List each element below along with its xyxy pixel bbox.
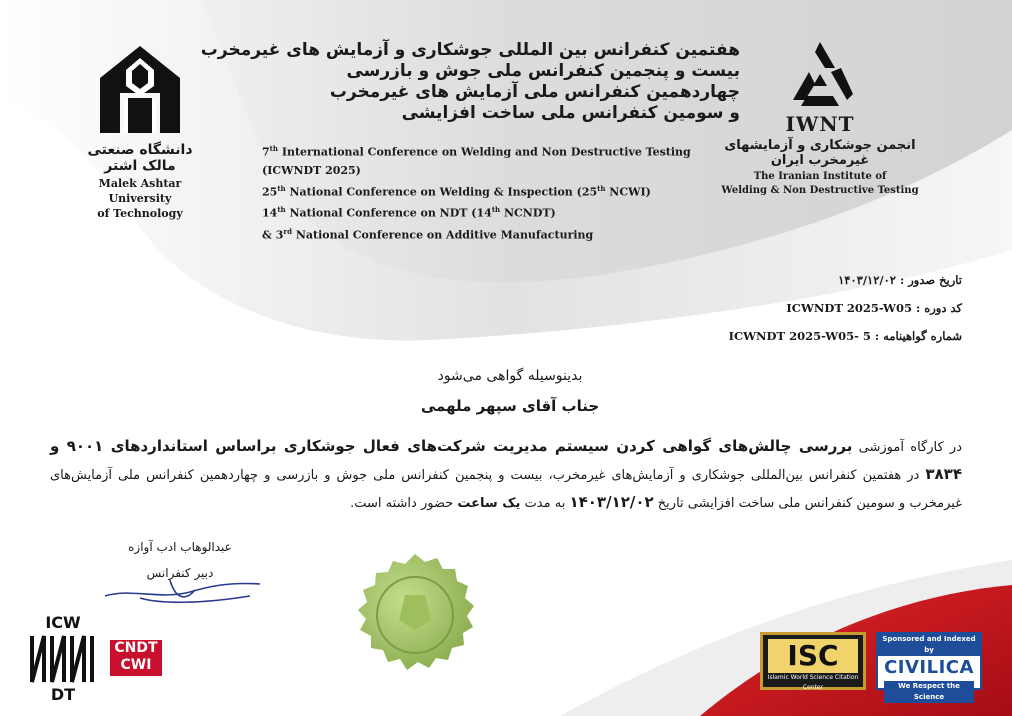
iwnt-logo: [720, 40, 920, 198]
handwritten-signature: [100, 568, 270, 608]
cndt-cwi-logo: [110, 640, 162, 676]
civilica-name: CIVILICA: [884, 657, 974, 678]
course-code-value: ICWNDT 2025-W05: [786, 301, 912, 315]
conference-title-en: [262, 140, 732, 245]
certificate-body: در کارگاه آموزشی بررسی چالش‌های گواهی کردن سیستم مدیریت شرکت‌های فعال جوشکاری براساس استانداردهای ۹۰۰۱ و ۳۸۳۴ در هفتمین کنفرانس بین‌المللی جوشکاری و آزمایش‌های غیرمخرب، بیست و پنجمین کنفرانس ملی جوش و بازرسی و چهاردهمین کنفرانس ملی آزمایش‌های غیرمخرب و سومین کنفرانس ملی ساخت افزایشی تاریخ ۱۴۰۳/۱۲/۰۲ به مدت یک ساعت حضور داشته است.: [50, 437, 962, 511]
course-code-label: کد دوره :: [911, 301, 962, 315]
signature-block: [80, 540, 280, 580]
workshop-title: بررسی چالش‌های گواهی کردن سیستم مدیریت شرکت‌های فعال جوشکاری براساس استانداردهای ۹۰۰۱ و ۳۸۳۴: [50, 437, 962, 483]
signatory-title: دبیر کنفرانس: [146, 566, 214, 580]
certificate-number-label: شماره گواهینامه :: [870, 329, 962, 343]
certificate-number-row: [700, 322, 962, 350]
workshop-duration: یک ساعت: [457, 496, 521, 511]
isc-subtitle: Islamic World Science Citation Center: [767, 674, 859, 691]
isc-text: ISC: [768, 639, 858, 673]
icw-logo-top-text: ICW: [45, 613, 81, 632]
iwnt-name-en-line2: Welding & Non Destructive Testing: [721, 185, 919, 196]
certification-intro: بدینوسیله گواهی می‌شود: [437, 368, 583, 384]
icw-logo-bottom-text: DT: [50, 685, 76, 704]
conference-title-en-line3: 14th National Conference on NDT (14th NCNDT): [262, 205, 556, 220]
certificate-number-value: ICWNDT 2025-W05- 5: [728, 329, 871, 343]
recipient-name: جناب آقای سپهر ملهمی: [420, 397, 600, 415]
conference-title-fa-line1: هفتمین کنفرانس بین المللی جوشکاری و آزمایش های غیرمخرب: [200, 40, 740, 60]
university-name-fa: دانشگاه صنعتی مالک اشتر: [87, 142, 193, 174]
issue-date-value: ۱۴۰۳/۱۲/۰۲: [838, 273, 896, 287]
isc-badge: [760, 632, 866, 690]
university-emblem-icon: [90, 38, 190, 138]
workshop-date: ۱۴۰۳/۱۲/۰۲: [569, 493, 654, 511]
iwnt-abbreviation: IWNT: [785, 112, 855, 136]
iwnt-name-en-line1: The Iranian Institute of: [753, 171, 887, 182]
malek-ashtar-logo: [70, 38, 210, 221]
iwnt-name-en: [720, 170, 920, 198]
conference-title-en-line2: 25th National Conference on Welding & Inspection (25th NCWI): [262, 183, 651, 199]
conference-title-en-line1: 7th International Conference on Welding and Non Destructive Testing (ICWNDT 2025): [262, 144, 691, 177]
conference-title-fa-line2: بیست و پنجمین کنفرانس ملی جوش و بازرسی: [346, 61, 740, 81]
conference-title-fa: [200, 40, 740, 124]
university-name-en: [70, 176, 210, 221]
official-seal: [345, 550, 485, 690]
cndt-text: CNDT: [114, 640, 158, 656]
issue-date-label: تاریخ صدور :: [895, 273, 962, 287]
icw-ndt-logo: [24, 612, 102, 704]
civilica-badge: [876, 632, 982, 701]
conference-title-en-line4: & 3rd National Conference on Additive Manufacturing: [262, 226, 594, 242]
conference-title-fa-line4: و سومین کنفرانس ملی ساخت افزایشی: [401, 103, 740, 123]
university-name-en-line2: of Technology: [97, 207, 183, 220]
issue-date-row: [700, 266, 962, 294]
conference-title-fa-line3: چهاردهمین کنفرانس ملی آزمایش های غیرمخرب: [329, 82, 740, 102]
iwnt-name-fa: انجمن جوشکاری و آزمایشهای غیرمخرب ایران: [724, 138, 916, 168]
iwnt-emblem-icon: [785, 40, 855, 110]
civilica-sponsored-text: Sponsored and Indexed by: [878, 634, 980, 656]
certificate-info: [700, 266, 962, 350]
course-code-row: [700, 294, 962, 322]
cwi-text: CWI: [120, 657, 152, 673]
civilica-tagline: We Respect the Science: [884, 681, 974, 703]
signatory-name: عبدالوهاب ادب آوازه: [128, 540, 232, 554]
university-name-en-line1: Malek Ashtar University: [98, 177, 182, 205]
